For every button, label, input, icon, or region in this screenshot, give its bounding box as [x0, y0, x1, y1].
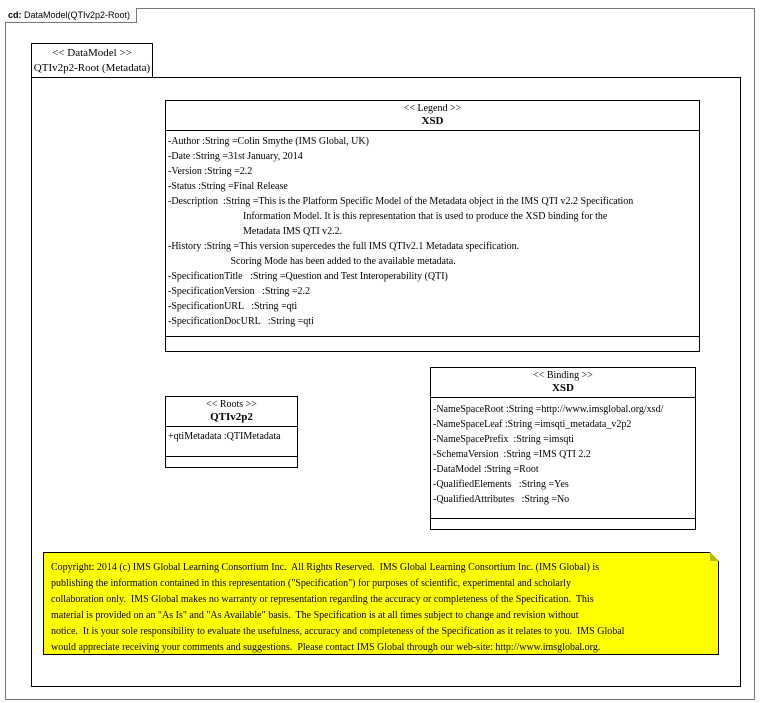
legend-attribute: -Author :String =Colin Smythe (IMS Global, UK)	[168, 136, 369, 147]
binding-attributes	[431, 398, 695, 519]
binding-attribute: -QualifiedAttributes :String =No	[433, 494, 570, 505]
roots-attribute: +qtiMetadata :QTIMetadata	[168, 431, 281, 442]
legend-attribute: -Version :String =2.2	[168, 166, 253, 177]
roots-name: QTIv2p2	[210, 411, 253, 423]
package-stereotype: << DataModel >>	[52, 47, 132, 59]
binding-attribute: -QualifiedElements :String =Yes	[433, 479, 569, 490]
legend-stereotype: << Legend >>	[403, 103, 462, 114]
legend-class[interactable]	[165, 100, 700, 352]
binding-class[interactable]	[430, 367, 696, 530]
legend-attribute: -SpecificationVersion :String =2.2	[168, 286, 311, 297]
legend-attribute: -Date :String =31st January, 2014	[168, 151, 303, 162]
frame-title: DataModel(QTIv2p2-Root)	[21, 10, 131, 20]
frame-prefix: cd:	[8, 10, 22, 20]
binding-header	[431, 368, 695, 398]
roots-header	[166, 397, 297, 427]
legend-name: XSD	[421, 115, 444, 127]
roots-attributes	[166, 427, 297, 457]
binding-stereotype: << Binding >>	[533, 370, 593, 381]
legend-attribute: -SpecificationTitle :String =Question and Test Interoperability (QTI)	[168, 271, 448, 282]
binding-attribute: -SchemaVersion :String =IMS QTI 2.2	[433, 449, 591, 460]
legend-attribute: -SpecificationURL :String =qti	[168, 301, 298, 312]
roots-class[interactable]	[165, 396, 298, 468]
copyright-note[interactable]	[43, 552, 719, 655]
binding-attribute: -DataModel :String =Root	[433, 464, 539, 475]
binding-attribute: -NameSpacePrefix :String =imsqti	[433, 434, 574, 445]
copyright-note-text: Copyright: 2014 (c) IMS Global Learning Consortium Inc. All Rights Reserved. IMS Global Learning Consortium Inc. (IMS Global) is publishing the information contained in this representation ("Specification") for purposes of scientific, experimental and scholarly collaboration only. IMS Global makes no warranty or representation regarding the accuracy or completeness of the Specification. This material is provided on an "As Is" and "As Available" basis. The Specification is at all times subject to change and revision without notice. It is your sole responsibility to evaluate the usefulness, accuracy and completeness of the Specification as it relates to you. IMS Global would appreciate receiving your comments and suggestions. Please contact IMS Global through our web-site: http://www.imsglobal.org.	[51, 562, 625, 653]
binding-name: XSD	[551, 382, 574, 394]
diagram-frame-label	[5, 8, 137, 23]
legend-attribute: -SpecificationDocURL :String =qti	[168, 316, 314, 327]
legend-header	[166, 101, 699, 131]
legend-attribute: -Status :String =Final Release	[168, 181, 288, 192]
note-fold-corner	[710, 552, 719, 561]
legend-attribute: -Description :String =This is the Platform Specific Model of the Metadata object in the IMS QTI v2.2 Specification Information Model. It is this representation that is used to produce the XSD binding for the Metadata IMS QTI v2.2.	[168, 196, 634, 237]
binding-attribute: -NameSpaceRoot :String =http://www.imsglobal.org/xsd/	[433, 404, 664, 415]
legend-attributes	[166, 131, 699, 337]
legend-attribute: -History :String =This version supercedes the full IMS QTIv2.1 Metadata specification. Scoring Mode has been added to the available metadata.	[168, 241, 520, 267]
roots-stereotype: << Roots >>	[206, 399, 257, 410]
binding-attribute: -NameSpaceLeaf :String =imsqti_metadata_v2p2	[433, 419, 632, 430]
package-tab[interactable]	[31, 43, 153, 78]
package-name: QTIv2p2-Root (Metadata)	[33, 62, 151, 74]
